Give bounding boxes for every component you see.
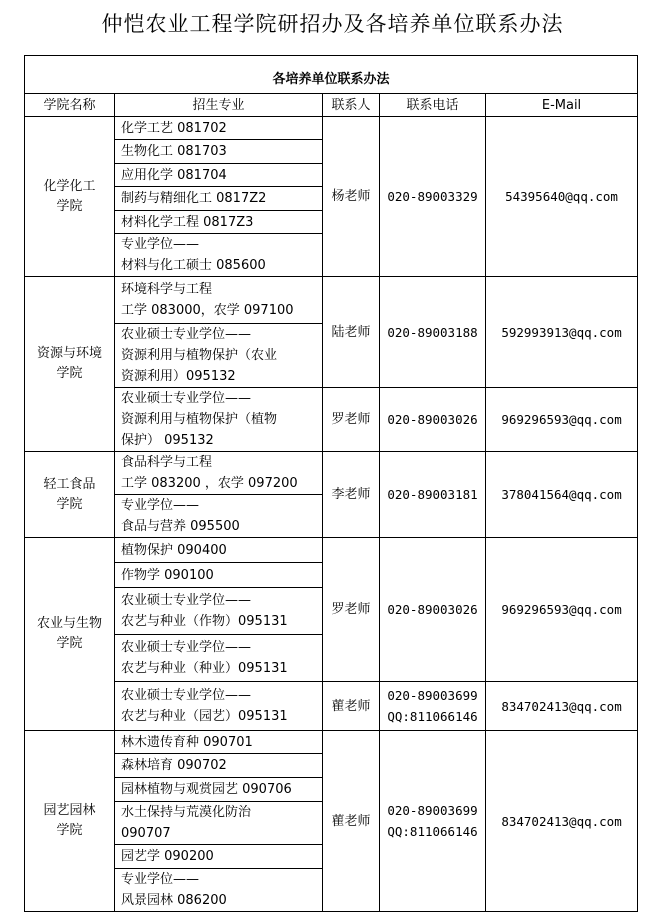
phone-line: 020-89003329 [387,189,478,204]
contact-email[interactable]: 969296593@qq.com [486,538,638,682]
header-phone: 联系电话 [380,94,486,117]
major-line: 资源利用与植物保护（农业 [121,348,278,363]
contact-phone [380,538,486,682]
contact-email[interactable]: 834702413@qq.com [486,731,638,912]
major-line: 农业硕士专业学位—— [121,593,252,608]
contact-person: 李老师 [323,452,380,538]
table-row [25,117,638,140]
major-line: 资源利用）095132 [121,369,236,384]
major-cell [115,164,323,187]
major-cell [115,635,323,682]
contact-person: 罗老师 [323,388,380,452]
college-name [25,117,115,277]
major-line: 农业硕士专业学位—— [121,640,252,655]
table-row [25,731,638,754]
header-row [25,94,638,117]
college-name-line: 化学化工 [43,178,96,194]
major-line: 制药与精细化工 0817Z2 [121,191,267,206]
major-line: 环境科学与工程 [121,282,213,297]
major-line: 农业硕士专业学位—— [121,327,252,342]
contact-phone [380,731,486,912]
major-cell [115,277,323,324]
college-name-line: 学院 [56,496,83,512]
major-cell [115,588,323,635]
major-line: 农艺与种业（种业）095131 [121,661,288,676]
major-cell [115,682,323,731]
phone-line: 020-89003188 [387,324,478,340]
section-title-row [25,56,638,94]
major-cell [115,324,323,388]
phone-line: 020-89003699 [387,803,478,818]
major-cell [115,802,323,845]
major-line: 保护） 095132 [121,433,214,448]
major-line: 园林植物与观赏园艺 090706 [121,782,292,797]
college-name [25,731,115,912]
major-line: 材料与化工硕士 085600 [121,258,266,273]
phone-line: 020-89003699 [387,688,478,703]
major-cell [115,778,323,802]
major-cell [115,211,323,234]
table-row [25,682,638,731]
college-name-line: 园艺园林 [43,803,96,818]
major-line: 作物学 090100 [121,567,214,583]
major-line: 专业学位—— [121,872,200,887]
major-cell [115,495,323,538]
table-row [25,277,638,324]
major-line: 090707 [121,826,171,841]
major-line: 园艺学 090200 [121,849,214,864]
contact-email[interactable]: 592993913@qq.com [486,277,638,388]
header-major: 招生专业 [115,94,323,117]
major-line: 农业硕士专业学位—— [121,688,252,703]
header-contact: 联系人 [323,94,380,117]
phone-line: QQ:811066146 [387,709,478,724]
table-row [25,452,638,495]
college-name-line: 农业与生物 [36,616,102,631]
major-line: 水土保持与荒漠化防治 [121,805,252,820]
major-cell [115,117,323,140]
contact-table [24,55,638,912]
contact-email[interactable]: 969296593@qq.com [486,388,638,452]
major-cell [115,187,323,211]
college-name [25,452,115,538]
major-line: 生物化工 081703 [121,144,227,159]
contact-phone [380,682,486,731]
major-cell [115,731,323,754]
major-line: 工学 083000，农学 097100 [121,303,294,318]
phone-line: 020-89003026 [387,412,478,427]
major-line: 材料化学工程 0817Z3 [121,214,254,230]
contact-person: 雚老师 [323,682,380,731]
college-name-line: 资源与环境 [36,346,102,361]
contact-email[interactable]: 54395640@qq.com [486,117,638,277]
major-cell [115,234,323,277]
major-cell [115,563,323,588]
major-line: 林木遗传育种 090701 [121,734,253,750]
phone-line: QQ:811066146 [387,824,478,839]
major-line: 农业硕士专业学位—— [121,391,252,406]
major-cell [115,452,323,495]
contact-email[interactable]: 378041564@qq.com [486,452,638,538]
college-name-line: 学院 [56,823,83,838]
college-name-line: 学院 [56,198,83,214]
major-line: 植物保护 090400 [121,542,227,558]
major-cell [115,754,323,778]
table-row [25,388,638,452]
contact-person: 杨老师 [323,117,380,277]
major-line: 森林培育 090702 [121,758,227,773]
major-line: 农艺与种业（园艺）095131 [121,709,288,724]
contact-person: 陆老师 [323,277,380,388]
major-line: 应用化学 081704 [121,167,227,183]
major-cell [115,140,323,164]
page-title: 仲恺农业工程学院研招办及各培养单位联系办法 [101,12,564,36]
major-cell [115,869,323,912]
major-line: 食品与营养 095500 [121,519,240,534]
contact-person: 雚老师 [323,731,380,912]
major-line: 工学 083200 ，农学 097200 [121,476,298,491]
major-cell [115,388,323,452]
college-name-line: 轻工食品 [43,476,96,492]
phone-line: 020-89003026 [387,602,478,617]
college-name [25,277,115,452]
college-name-line: 学院 [56,366,83,381]
major-line: 食品科学与工程 [121,455,213,470]
college-name [25,538,115,731]
header-college: 学院名称 [25,94,115,117]
section-title: 各培养单位联系办法 [25,56,638,94]
major-line: 风景园林 086200 [121,893,227,908]
contact-person: 罗老师 [323,538,380,682]
major-cell [115,845,323,869]
major-line: 化学工艺 081702 [121,120,227,136]
college-name-line: 学院 [56,636,83,651]
header-email: E-Mail [486,94,638,117]
major-cell [115,538,323,563]
table-row [25,538,638,563]
phone-line: 020-89003181 [387,487,478,502]
contact-phone [380,452,486,538]
major-line: 农艺与种业（作物）095131 [121,614,288,629]
contact-phone [380,277,486,388]
major-line: 专业学位—— [121,237,200,252]
contact-email[interactable]: 834702413@qq.com [486,682,638,731]
major-line: 专业学位—— [121,498,200,513]
contact-phone [380,117,486,277]
contact-phone [380,388,486,452]
major-line: 资源利用与植物保护（植物 [121,412,278,427]
